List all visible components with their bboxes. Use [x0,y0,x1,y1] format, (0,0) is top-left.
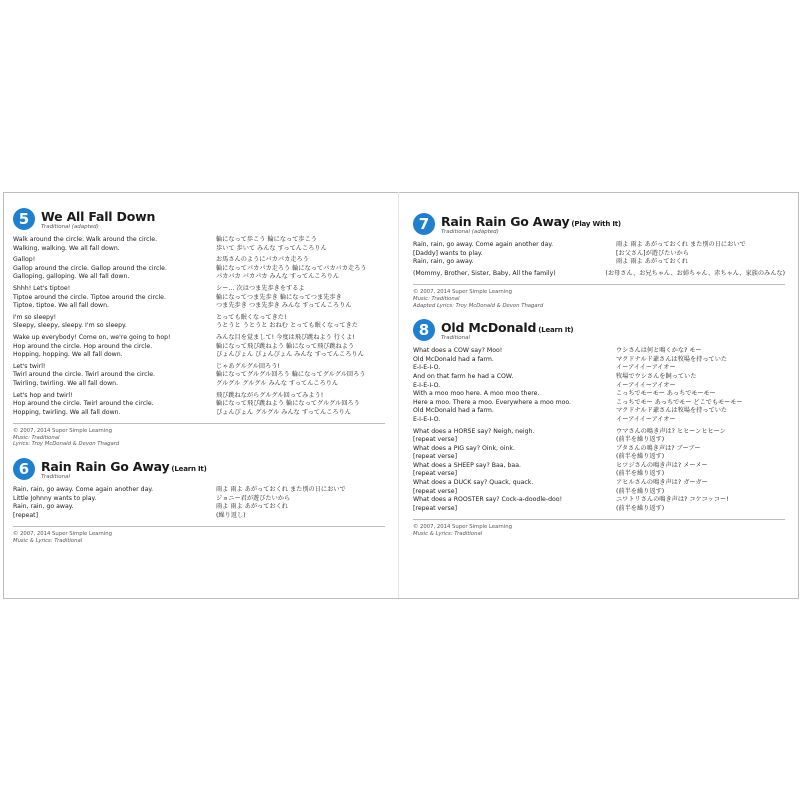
lyric-line-ja: アヒルさんの鳴き声は? ガーガー [616,479,708,487]
lyric-line-en: Gallop! [13,256,36,264]
lyric-line-en: Let's twirl! [13,362,46,370]
lyric-line-ja: 輪になってパカパカ走ろう 輪になってパカパカ走ろう [216,264,367,272]
japanese-lyrics [216,334,364,360]
japanese-lyrics [216,236,327,253]
english-lyrics [13,236,216,253]
song-subtitle: (Learn It) [538,326,574,335]
lyric-line-en: E-I-E-I-O. [413,415,441,423]
divider [413,284,785,285]
lyrics-body [13,236,385,417]
song-title [41,209,157,224]
english-lyrics [13,285,216,311]
lyric-line-ja: イーアイイーアイオー [616,381,676,389]
song-header [413,213,785,241]
lyric-line-ja: (お母さん、お兄ちゃん、お姉ちゃん、赤ちゃん、家族のみんな) [605,269,785,277]
track-number-badge: 5 [13,208,35,230]
song-section [13,458,385,545]
english-lyrics [13,256,216,282]
lyric-line-ja: じゃあグルグル回ろう! [216,362,280,370]
lyric-line-en: Wake up everybody! Come on, we're going to hop! [13,333,171,341]
lyric-line-en: Shhh! Let's tiptoe! [13,284,71,292]
english-lyrics [413,428,616,514]
lyric-line-ja: ジョニー君が遊びたいから [216,494,291,502]
japanese-lyrics [216,256,366,282]
lyric-line-en: [repeat verse] [413,453,458,461]
copyright-line: © 2007, 2014 Super Simple Learning [413,289,512,296]
copyright-block [413,289,785,309]
lyric-line-ja: (前半を繰り返す) [616,487,665,495]
lyric-line-ja: ブタさんの鳴き声は? ブーブー [616,444,701,452]
lyric-line-en: I'm so sleepy! [13,313,57,321]
divider [13,526,385,527]
left-page [13,208,385,545]
lyric-line-en: What does a HORSE say? Neigh, neigh. [413,427,535,435]
page-fold [398,192,399,598]
verse-block [413,428,785,514]
copyright-line: © 2007, 2014 Super Simple Learning [413,524,512,531]
copyright-block [13,531,385,544]
lyric-line-ja: ウシさんは何と鳴くかな? モー [616,347,702,355]
lyric-line-en: Gallop around the circle. Gallop around the circle. [13,264,167,272]
english-lyrics [413,270,605,279]
verse-block [13,256,385,282]
lyric-line-en: Tiptoe, tiptoe. We all fall down. [13,302,109,310]
english-lyrics [13,334,216,360]
lyric-line-en: Walking, walking. We all fall down. [13,244,120,252]
lyric-line-en: Hop around the circle. Hop around the circle. [13,342,153,350]
lyric-line-ja: マクドナルド爺さんは牧場を持っていた [616,407,728,415]
song-section [13,208,385,448]
song-header [13,208,385,236]
lyric-line-en: [Daddy] wants to play. [413,249,483,257]
track-number-badge: 8 [413,319,435,341]
lyric-line-en: Rain, rain, go away. [413,258,474,266]
lyrics-body [13,486,385,520]
lyric-line-en: Rain, rain, go away. Come again another day. [413,241,554,248]
verse-block [13,486,385,520]
lyric-line-en: Sleepy, sleepy, sleepy. I'm so sleepy. [13,322,127,330]
lyric-line-ja: ニワトリさんの鳴き声は? コケコッコー! [616,496,729,504]
english-lyrics [13,314,216,331]
lyric-line-ja: グルグル グルグル みんな すってんころりん [216,379,339,387]
copyright-line: Music: Traditional [413,295,460,302]
lyric-line-en: Rain, rain, go away. Come again another day. [13,486,154,494]
copyright-line: Adapted Lyrics: Troy McDonald & Devon Thagard [413,302,544,309]
lyric-line-en: Galloping, galloping. We all fall down. [13,273,130,281]
lyric-line-ja: パカパカ パカパカ みんな すってんころりん [216,273,340,281]
japanese-lyrics [616,347,742,424]
english-lyrics [413,241,616,267]
lyric-line-en: [repeat verse] [413,470,458,478]
lyric-line-en: E-I-E-I-O. [413,364,441,372]
lyric-line-ja: 輪になって飛び跳ねよう 輪になってグルグル回ろう [216,400,360,408]
lyric-line-ja: うとうと うとうと おねむ とっても眠くなってきた [216,322,358,330]
lyric-line-en: Hopping, twirling. We all fall down. [13,408,121,416]
lyric-line-en: Hop around the circle. Twirl around the circle. [13,400,154,408]
divider [13,423,385,424]
song-title-text: Old McDonald [441,320,537,336]
song-section [413,319,785,537]
lyric-line-ja: (前半を繰り返す) [616,453,665,461]
song-subtitle: (Play With It) [571,220,621,228]
lyric-line-en: And on that farm he had a COW. [413,372,514,380]
lyric-line-en: Old McDonald had a farm. [413,355,494,363]
song-subtitle: (Learn It) [171,465,207,474]
japanese-lyrics [616,241,746,267]
song-title-text: Rain Rain Go Away [441,214,570,229]
japanese-lyrics [616,428,729,514]
song-title [441,214,621,229]
song-credit: Traditional (adapted) [41,224,99,230]
lyric-line-en: Walk around the circle. Walk around the circle. [13,236,158,243]
copyright-line: Music & Lyrics: Traditional [413,531,483,538]
lyric-line-ja: こっちでモー あっちでモー どこでもモーモー [616,398,743,406]
verse-block [13,392,385,418]
copyright-line: © 2007, 2014 Super Simple Learning [13,428,112,435]
lyric-line-ja: (繰り返し) [216,511,246,519]
copyright-line: Music: Traditional [13,434,60,441]
verse-block [413,241,785,267]
lyrics-body [413,347,785,513]
lyric-line-ja: 輪になってグルグル回ろう 輪になってグルグル回ろう [216,371,366,379]
lyric-line-ja: とっても眠くなってきた! [216,313,287,321]
verse-block [13,334,385,360]
lyric-line-ja: (前半を繰り返す) [616,436,665,444]
lyric-line-ja: 雨よ 雨よ あがっておくれ また別の日においで [216,486,346,494]
lyric-line-ja: つま先歩き つま先歩き みんな すってんころりん [216,302,352,310]
song-section [413,213,785,309]
lyric-line-ja: 雨よ 雨よ あがっておくれ また別の日においで [616,241,746,248]
lyric-line-ja: ウマさんの鳴き声は? ヒヒーンヒヒーン [616,427,726,435]
lyric-line-en: Rain, rain, go away. [13,503,74,511]
lyric-line-en: Hopping, hopping. We all fall down. [13,351,123,359]
song-title [441,320,573,335]
lyric-line-ja: みんな目を覚まして! 今度は飛び跳ねよう 行くよ! [216,333,355,341]
japanese-lyrics [216,392,360,418]
lyric-line-en: Twirling, twirling. We all fall down. [13,379,119,387]
copyright-block [13,428,385,448]
lyric-line-en: What does a DUCK say? Quack, quack. [413,479,534,487]
lyric-line-ja: イーアイイーアイオー [616,364,676,372]
lyric-line-en: What does a SHEEP say? Baa, baa. [413,461,521,469]
copyright-line: Music & Lyrics: Traditional [13,538,83,545]
copyright-line: © 2007, 2014 Super Simple Learning [13,531,112,538]
lyrics-body [413,241,785,278]
lyric-line-ja: 輪になって飛び跳ねよう 輪になって飛び跳ねよう [216,342,355,350]
lyric-line-en: E-I-E-I-O. [413,381,441,389]
lyric-line-ja: 歩いて 歩いて みんな すってんころりん [216,244,327,252]
verse-block [413,347,785,424]
song-header [13,458,385,486]
lyric-line-ja: ヒツジさんの鳴き声は? メーメー [616,461,708,469]
verse-block [413,270,785,279]
lyric-line-ja: (前半を繰り返す) [616,470,665,478]
lyric-line-en: [repeat verse] [413,436,458,444]
lyric-line-ja: (前半を繰り返す) [616,504,665,512]
lyric-line-ja: シー… 次はつま先歩きをするよ [216,284,305,292]
lyric-line-en: Old McDonald had a farm. [413,407,494,415]
japanese-lyrics [216,363,365,389]
japanese-lyrics [216,486,346,520]
lyric-line-ja: 輪になってつま先歩き 輪になってつま先歩き [216,293,342,301]
english-lyrics [413,347,616,424]
right-page [413,213,785,538]
song-title-text: We All Fall Down [41,209,156,224]
verse-block [13,285,385,311]
lyric-line-en: Tiptoe around the circle. Tiptoe around the circle. [13,293,166,301]
lyric-line-ja: マクドナルド爺さんは牧場を持っていた [616,355,728,363]
english-lyrics [13,363,216,389]
lyric-line-en: What does a PIG say? Oink, oink. [413,444,515,452]
track-number-badge: 7 [413,213,435,235]
lyric-line-en: What does a ROOSTER say? Cock-a-doodle-doo! [413,496,563,504]
copyright-block [413,524,785,537]
english-lyrics [13,486,216,520]
verse-block [13,314,385,331]
song-credit: Traditional [441,335,471,342]
verse-block [13,363,385,389]
song-header [413,319,785,347]
lyric-line-en: [repeat verse] [413,487,458,495]
lyric-line-ja: ぴょんぴょん グルグル みんな すってんころりん [216,408,351,416]
lyric-line-en: Little Johnny wants to play. [13,494,97,502]
lyric-line-en: What does a COW say? Moo! [413,347,503,355]
song-title [41,459,207,474]
lyric-line-en: [repeat] [13,511,38,519]
lyric-line-ja: 牧場でウシさんを飼っていた [616,372,697,380]
lyric-line-en: With a moo moo here. A moo moo there. [413,390,540,398]
verse-block [13,236,385,253]
japanese-lyrics [605,270,785,279]
lyric-line-ja: 雨よ 雨よ あがっておくれ [216,503,288,511]
lyric-line-en: Twirl around the circle. Twirl around the circle. [13,371,156,379]
lyric-line-ja: ぴょんぴょん ぴょんぴょん みんな すってんころりん [216,351,364,359]
copyright-line: Lyrics: Troy McDonald & Devon Thagard [13,441,120,448]
lyric-line-en: (Mommy, Brother, Sister, Baby, All the family) [413,269,556,277]
japanese-lyrics [216,285,351,311]
divider [413,519,785,520]
lyric-line-en: Here a moo. There a moo. Everywhere a moo moo. [413,398,572,406]
track-number-badge: 6 [13,458,35,480]
english-lyrics [13,392,216,418]
song-credit: Traditional [41,474,71,481]
lyric-line-ja: こっちでモーモー あっちでモーモー [616,390,716,398]
lyric-line-en: Let's hop and twirl! [13,391,73,399]
lyric-line-ja: 輪になって歩こう 輪になって歩こう [216,236,317,243]
song-title-text: Rain Rain Go Away [41,459,170,475]
lyric-line-ja: 雨よ 雨よ あがっておくれ [616,258,688,266]
japanese-lyrics [216,314,358,331]
lyric-line-ja: 飛び跳ねながらグルグル回ってみよう! [216,391,324,399]
lyric-line-en: [repeat verse] [413,504,458,512]
lyric-line-ja: お馬さんのようにパカパカ走ろう [216,256,309,264]
song-credit: Traditional (adapted) [441,229,499,235]
lyric-line-ja: イーアイイーアイオー [616,415,676,423]
lyric-line-ja: [お父さん]が遊びたいから [616,249,689,257]
